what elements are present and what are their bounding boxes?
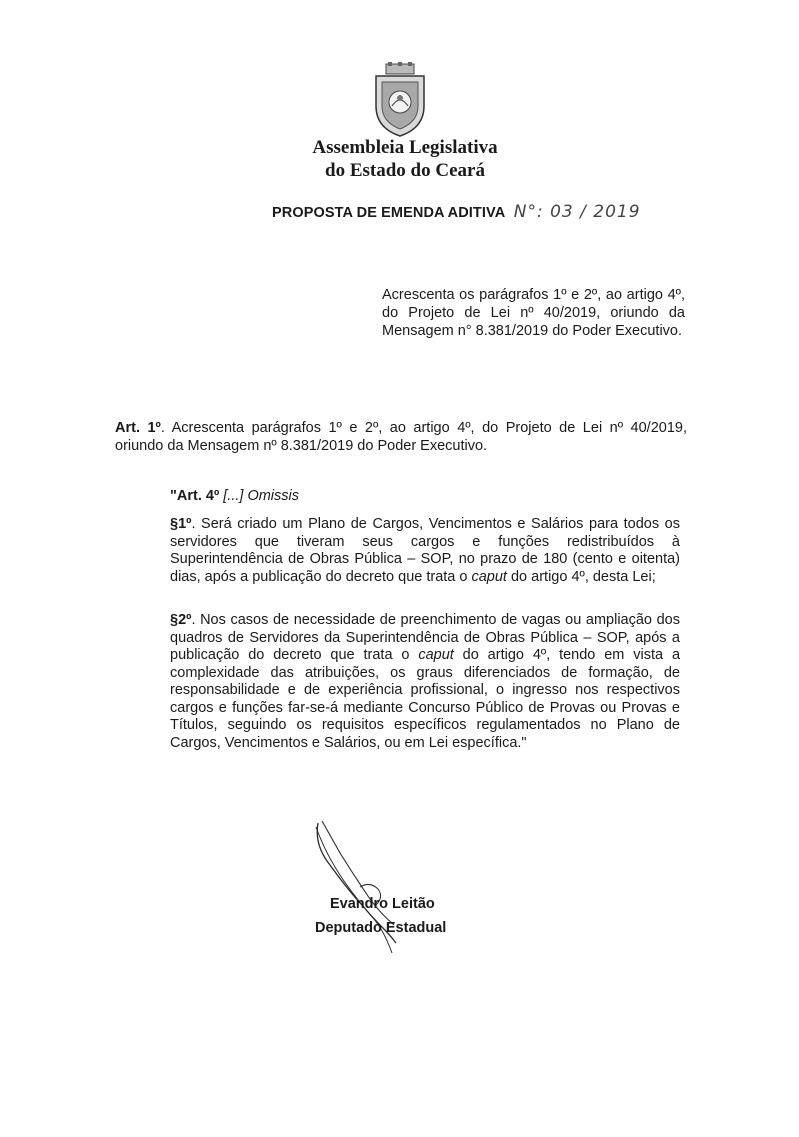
paragraph-1 [170,516,680,586]
quoted-article-heading [170,487,299,505]
article-1-label: Art. 1º [115,420,161,436]
paragraph-2-text-a: . Nos casos de necessidade de preenchimento de vagas ou ampliação dos quadros de Servidores da Superintendência de Obras Pública – SOP, após a publicação do decreto que trata o [170,612,680,663]
state-crest-icon [368,62,432,138]
institution-name [240,136,570,182]
paragraph-2-caput: caput [418,647,454,663]
institution-line-2: do Estado do Ceará [325,160,485,181]
document-title [272,202,641,222]
institution-line-1: Assembleia Legislativa [312,137,498,158]
paragraph-1-text-b: do artigo 4º, desta Lei; [506,568,656,585]
handwritten-number: N°: 03 / 2019 [513,202,641,222]
article-1-text: . Acrescenta parágrafos 1º e 2º, ao artigo 4º, do Projeto de Lei nº 40/2019, oriundo da Mensagem nº 8.381/2019 do Poder Executivo. [115,420,687,454]
title-label: PROPOSTA DE EMENDA ADITIVA [272,205,506,221]
ementa: Acrescenta os parágrafos 1º e 2º, ao artigo 4º, do Projeto de Lei nº 40/2019, oriundo da Mensagem n° 8.381/2019 do Poder Executivo. [382,287,685,339]
signer-role: Deputado Estadual [315,920,447,936]
paragraph-1-caput: caput [471,568,507,585]
paragraph-2-text-b: do artigo 4º, tendo em vista a complexidade das atribuições, os graus diferenciados de formação, de responsabilidade e de experiência profissional, o ingresso nos respectivos cargos e funções far-se-á mediante Concurso Público de Provas ou Provas e Títulos, seguindo os requisitos específicos regulamentados no Plano de Cargos, Vencimentos e Salários, ou em Lei específica." [170,647,681,751]
signer-block [315,892,465,940]
quoted-article-label: "Art. 4º [170,488,220,504]
paragraph-2 [170,612,680,752]
paragraph-1-text-a: . Será criado um Plano de Cargos, Vencimentos e Salários para todos os servidores que tiveram seus cargos e funções redistribuídos à Superintendência de Obras Pública – SOP, no prazo de 180 (cento e oitenta) dias, após a publicação do decreto que trata o [170,516,680,585]
article-1 [115,419,687,455]
paragraph-2-label: §2º [170,612,192,628]
signer-name: Evandro Leitão [330,896,435,912]
paragraph-1-label: §1º [170,516,192,532]
omissis-text: [...] Omissis [223,488,300,504]
